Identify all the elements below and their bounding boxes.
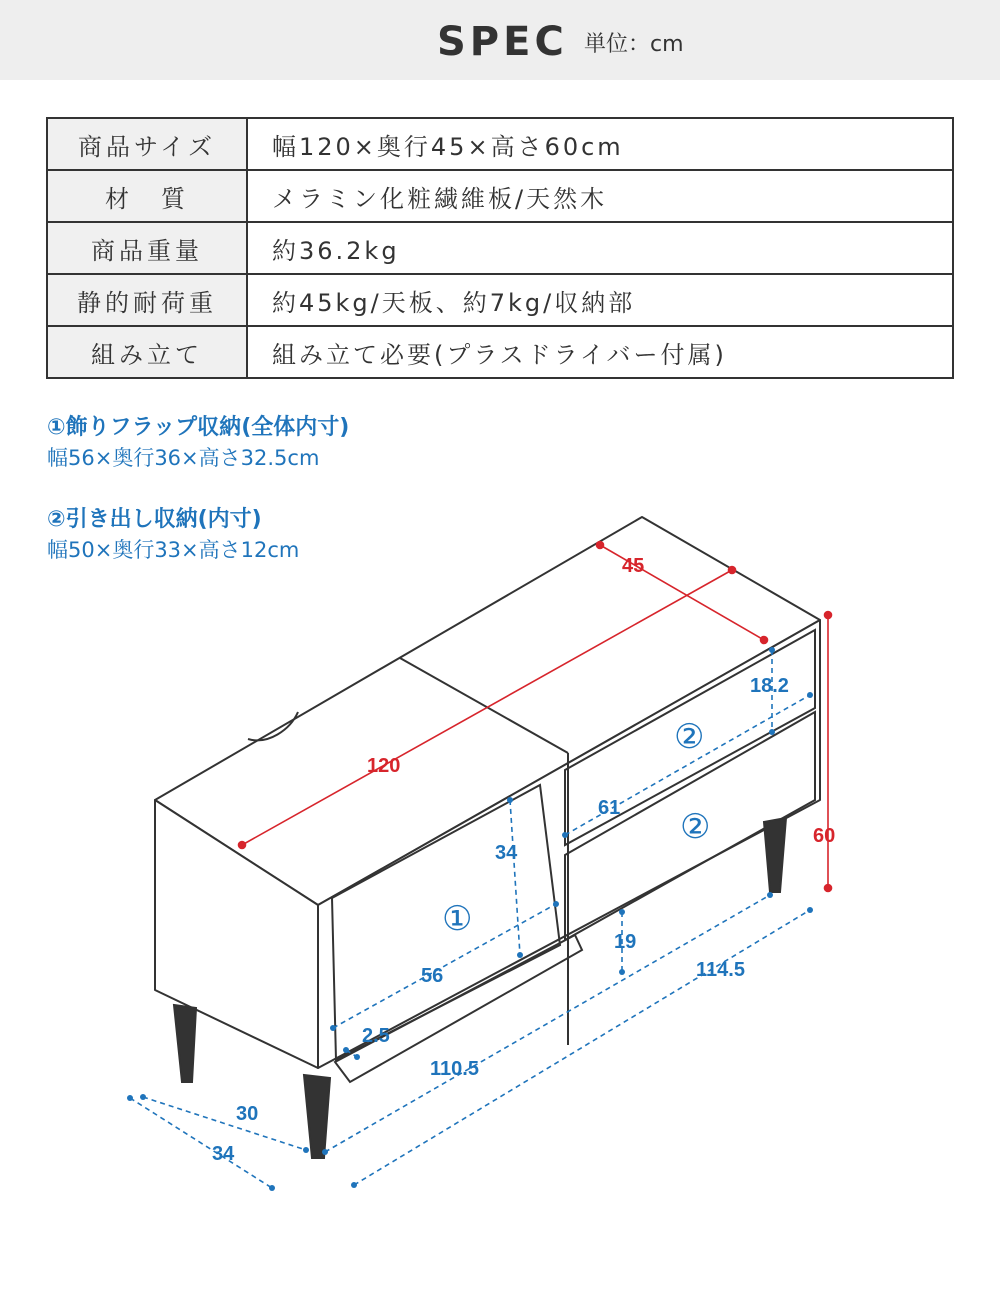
dimension-end	[140, 1094, 146, 1100]
unit-label: 単位：cm	[584, 32, 684, 57]
flap-storage-dims: 幅56×奥行36×高さ32.5cm	[47, 446, 320, 470]
flap-height-label: 34	[495, 842, 518, 864]
upper-drawer-marker: ②	[674, 717, 705, 757]
page-title: SPEC	[437, 19, 568, 65]
dimension-end	[807, 907, 813, 913]
drawer-storage-dims: 幅50×奥行33×高さ12cm	[47, 538, 300, 562]
depth-dimension-end	[761, 637, 768, 644]
cabinet-outline	[155, 517, 820, 1068]
dimension-end	[769, 729, 775, 735]
spec-value: 約45kg/天板、約7kg/収納部	[247, 274, 953, 326]
spec-table	[46, 117, 954, 379]
leg-back-left	[174, 1005, 196, 1082]
dimension-end	[303, 1147, 309, 1153]
dimension-end	[769, 647, 775, 653]
table-row	[47, 170, 953, 222]
spec-value: 幅120×奥行45×高さ60cm	[247, 118, 953, 170]
flap-lip-label: 2.5	[362, 1025, 390, 1047]
leg-front-right	[764, 818, 786, 892]
tv-board-diagram	[0, 500, 1000, 1200]
dimension-end	[562, 832, 568, 838]
spec-label: 組み立て	[47, 326, 247, 378]
flap-storage-note	[47, 413, 349, 473]
height-dimension-end	[825, 885, 832, 892]
drawer-storage-title: ②引き出し収納(内寸)	[47, 507, 262, 532]
outer-width-label: 114.5	[696, 959, 745, 981]
height-label: 60	[813, 825, 836, 847]
leg-depth-outer-label: 34	[212, 1143, 235, 1165]
dimension-end	[619, 969, 625, 975]
lower-drawer-marker: ②	[680, 807, 711, 847]
dimension-end	[343, 1047, 349, 1053]
dimension-end	[507, 797, 513, 803]
dimension-end	[619, 909, 625, 915]
spec-value: 約36.2kg	[247, 222, 953, 274]
dimension-end	[322, 1149, 328, 1155]
table-row	[47, 118, 953, 170]
width-label: 120	[367, 755, 401, 777]
spec-label: 材 質	[47, 170, 247, 222]
leg-depth-inner-label: 30	[236, 1103, 259, 1125]
inner-width-label: 110.5	[430, 1058, 479, 1080]
flap-marker: ①	[442, 899, 473, 939]
spec-value: 組み立て必要(プラスドライバー付属)	[247, 326, 953, 378]
spec-value: メラミン化粧繊維板/天然木	[247, 170, 953, 222]
height-dimension-end	[825, 612, 832, 619]
drawer-width-label: 61	[598, 797, 621, 819]
depth-label: 45	[622, 555, 645, 577]
dimension-end	[553, 901, 559, 907]
table-row	[47, 326, 953, 378]
dimension-end	[351, 1182, 357, 1188]
header-bar	[0, 0, 1000, 80]
table-row	[47, 222, 953, 274]
leg-front-left	[304, 1075, 330, 1158]
spec-label: 静的耐荷重	[47, 274, 247, 326]
bottom-clearance-label: 19	[614, 931, 637, 953]
dimension-end	[517, 952, 523, 958]
depth-dimension-end	[597, 542, 604, 549]
dimension-end	[807, 692, 813, 698]
width-dimension-end	[729, 567, 736, 574]
dimension-end	[330, 1025, 336, 1031]
dimension-end	[269, 1185, 275, 1191]
spec-label: 商品重量	[47, 222, 247, 274]
dimension-end	[767, 892, 773, 898]
dimension-end	[354, 1054, 360, 1060]
table-row	[47, 274, 953, 326]
drawer-height-label: 18.2	[750, 675, 789, 697]
spec-label: 商品サイズ	[47, 118, 247, 170]
width-dimension-end	[239, 842, 246, 849]
dimension-end	[127, 1095, 133, 1101]
flap-storage-title: ①飾りフラップ収納(全体内寸)	[47, 415, 350, 440]
flap-width-label: 56	[421, 965, 444, 987]
